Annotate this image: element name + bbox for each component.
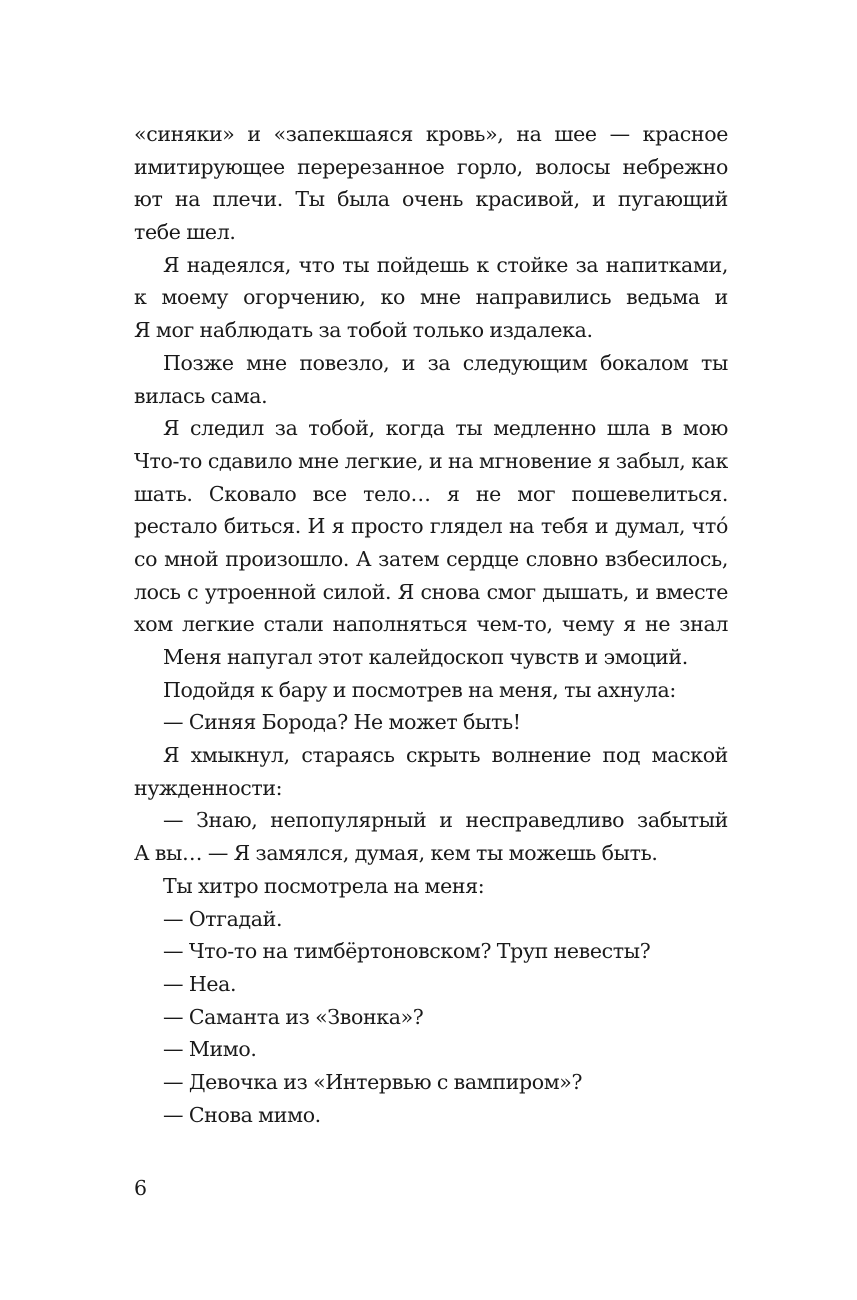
text-line: Что-то сдавило мне легкие, и на мгновение я забыл, как [134,448,728,473]
text-line: со мной произошло. А затем сердце словно взбесилось, [134,546,728,571]
text-line: Ты хитро посмотрела на меня: [163,873,485,898]
text-line: Я хмыкнул, стараясь скрыть волнение под маской [163,743,728,768]
text-line: Меня напугал этот калейдоскоп чувств и эмоций. [163,645,688,669]
text-line: лось с утроенной силой. Я снова смог дышать, и вместе [134,579,728,604]
text-line: Я надеялся, что ты пойдешь к стойке за напитками, [163,252,728,277]
dialogue-line: — Девочка из «Интервью с вампиром»? [163,1069,583,1094]
text-line: Я мог наблюдать за тобой только издалека. [134,318,593,343]
dialogue-line: — Отгадай. [163,906,283,931]
text-line: тебе шел. [134,220,236,245]
text-line: шать. Сковало все тело… я не мог пошевелиться. [134,481,728,506]
text-line: Я следил за тобой, когда ты медленно шла в мою [163,416,728,441]
text-line: Подойдя к бару и посмотрев на меня, ты ахнула: [163,677,676,702]
dialogue-line: — Мимо. [163,1037,257,1062]
dialogue-line: — Неа. [163,971,237,996]
text-line: имитирующее перерезанное горло, волосы небрежно [134,154,728,179]
dialogue-line: — Синяя Борода? Не может быть! [163,710,521,735]
text-line: А вы… — Я замялся, думая, кем ты можешь быть. [134,841,658,866]
text-line: нужденности: [134,775,283,800]
page-number: 6 [134,1176,148,1200]
dialogue-line: — Снова мимо. [163,1102,321,1127]
dialogue-line: — Знаю, непопулярный и несправедливо забытый [163,808,728,833]
dialogue-line: — Саманта из «Звонка»? [163,1004,424,1029]
text-line: ют на плечи. Ты была очень красивой, и пугающий [134,187,728,212]
dialogue-line: — Что-то на тимбёртоновском? Труп невесты? [163,939,651,964]
text-line: «синяки» и «запекшаяся кровь», на шее — красное [134,122,728,146]
text-line: вилась сама. [134,383,268,408]
text-line: к моему огорчению, ко мне направились ведьма и [134,285,728,310]
body-text [134,118,728,1131]
text-line: хом легкие стали наполняться чем-то, чему я не знал [134,612,728,637]
text-line: Позже мне повезло, и за следующим бокалом ты [163,350,728,375]
text-line: рестало биться. И я просто глядел на тебя и думал, чтó [134,514,728,539]
